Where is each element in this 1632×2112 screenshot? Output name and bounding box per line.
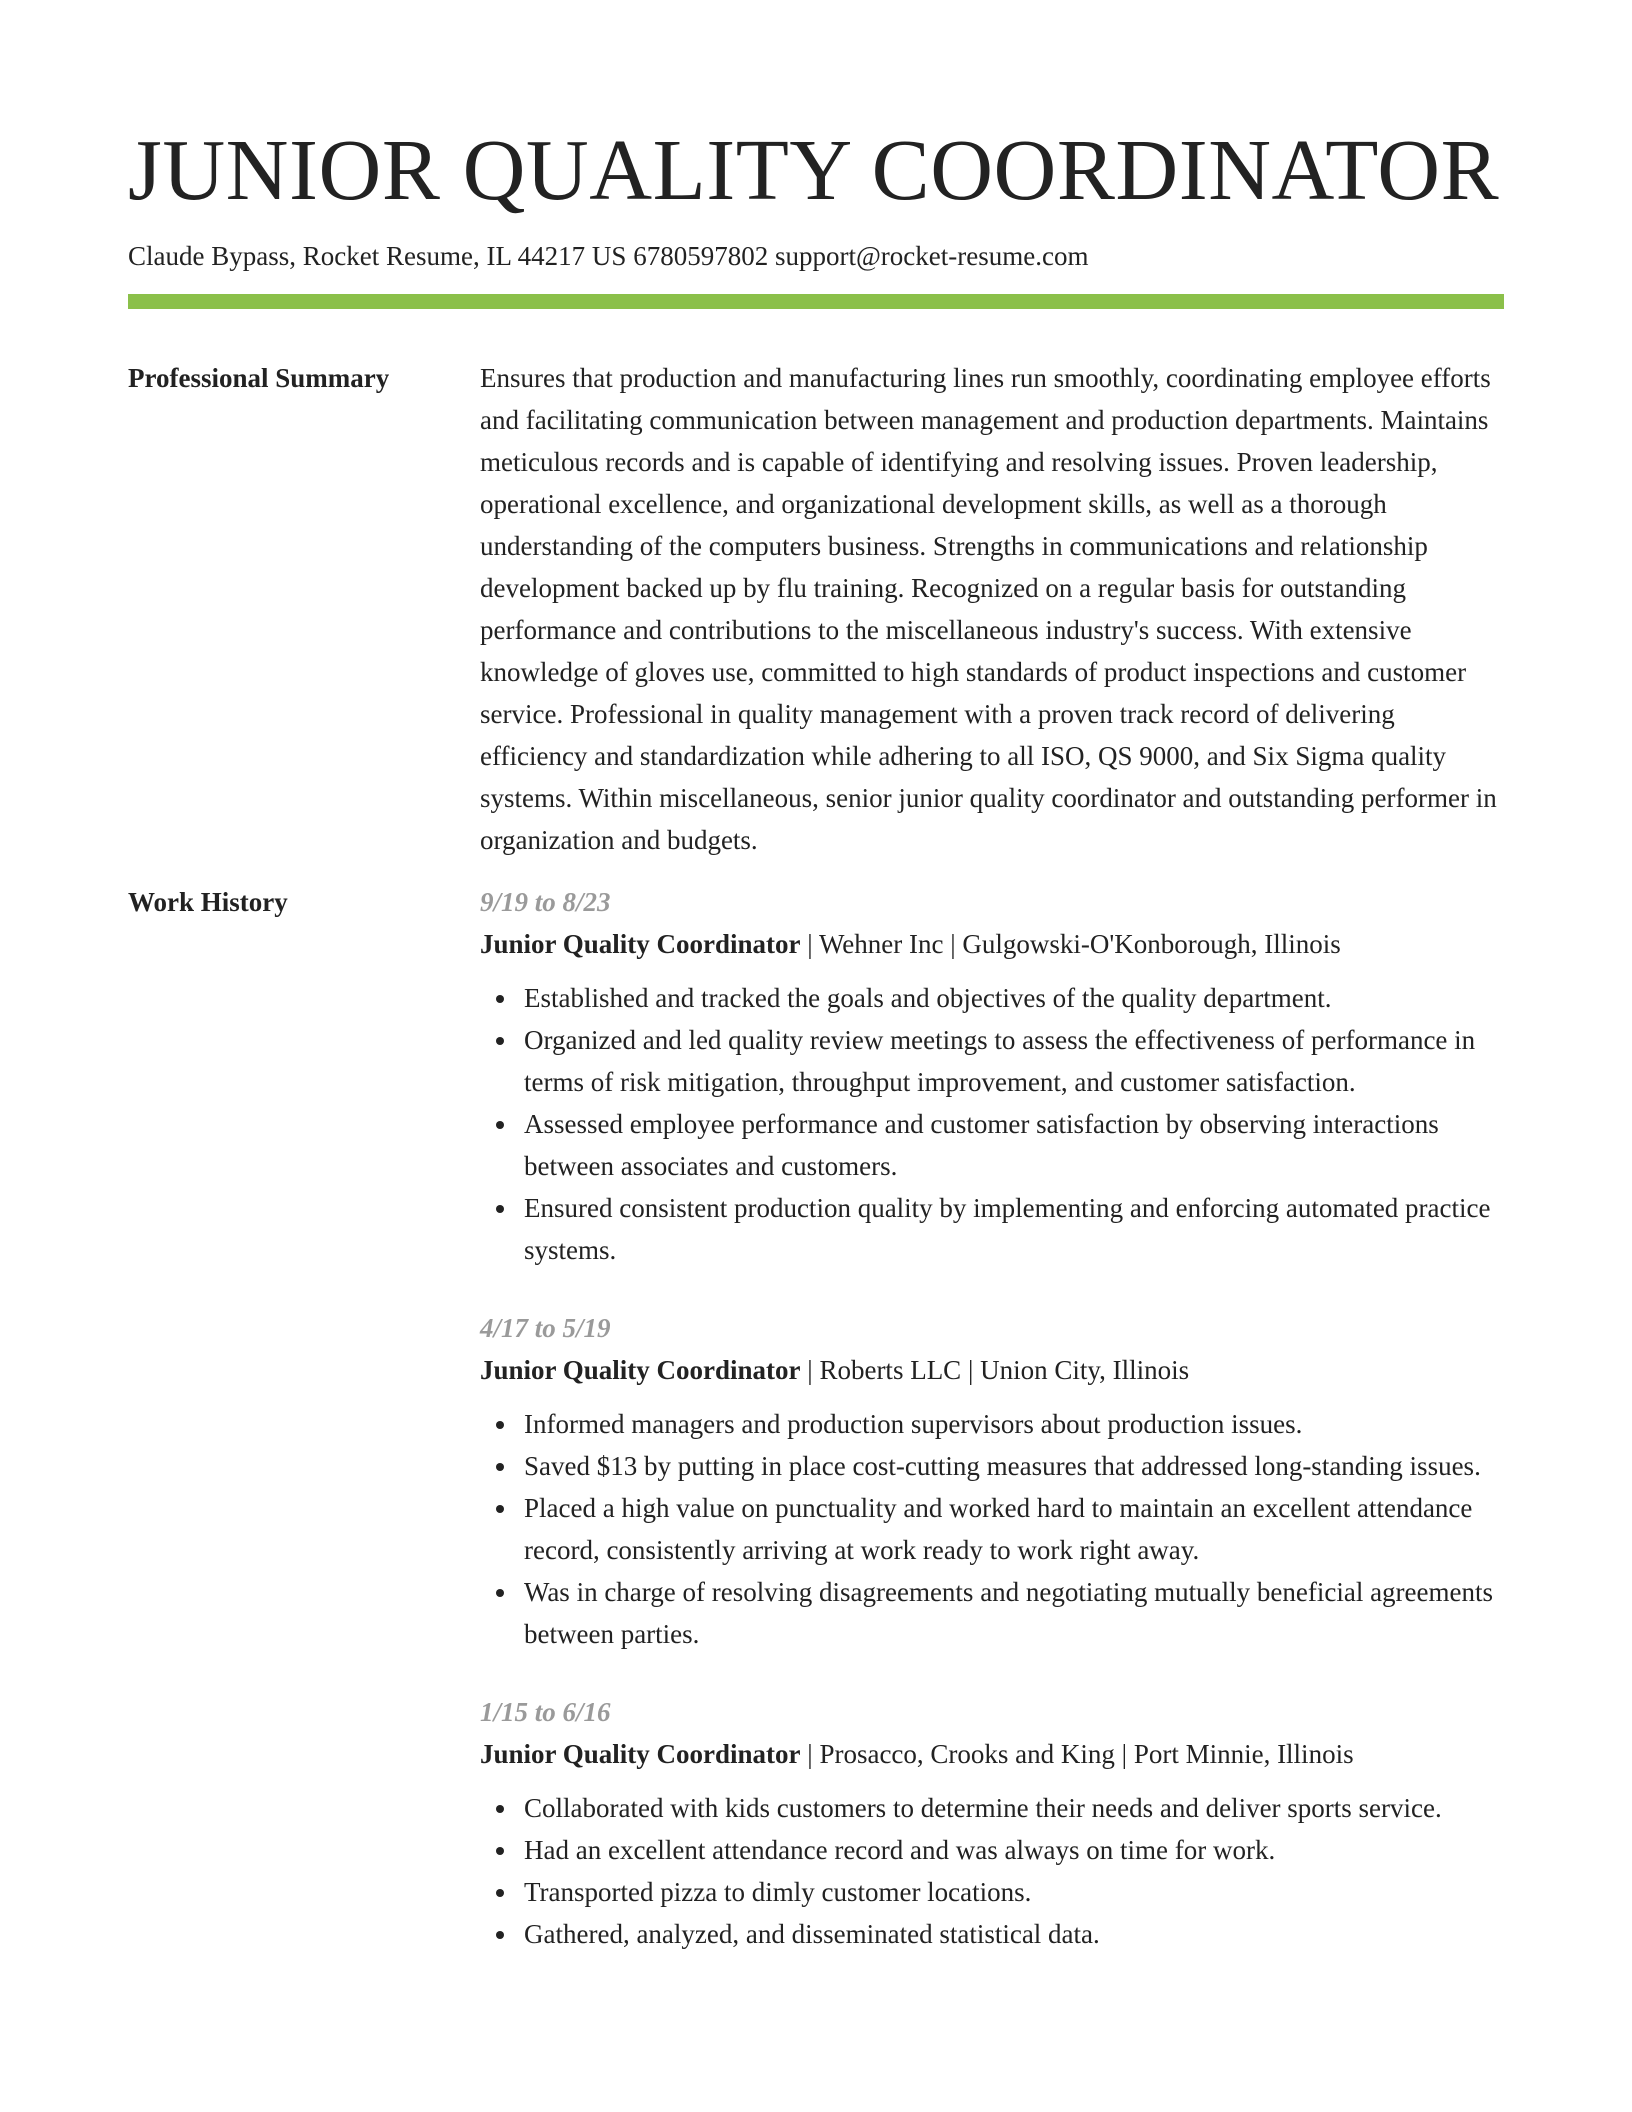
work-history-body <box>480 885 1504 1991</box>
job-entry <box>480 1691 1504 1955</box>
job-bullet: Organized and led quality review meetings to assess the effectiveness of performance in terms of risk mitigation, throughput improvement, and customer satisfaction. <box>524 1019 1504 1103</box>
job-details: | Roberts LLC | Union City, Illinois <box>800 1355 1190 1385</box>
job-title: Junior Quality Coordinator <box>480 929 801 959</box>
job-bullet: Assessed employee performance and customer satisfaction by observing interactions between associates and customers. <box>524 1103 1504 1187</box>
job-heading <box>480 1349 1504 1391</box>
job-entry <box>480 1307 1504 1655</box>
job-title: Junior Quality Coordinator <box>480 1739 801 1769</box>
job-bullets <box>480 1787 1504 1955</box>
work-history-section <box>128 885 1504 1991</box>
summary-body <box>480 361 1504 861</box>
job-title: Junior Quality Coordinator <box>480 1355 801 1385</box>
job-bullets <box>480 977 1504 1271</box>
accent-divider <box>128 294 1504 309</box>
resume-title: JUNIOR QUALITY COORDINATOR <box>128 121 1500 218</box>
job-bullet: Transported pizza to dimly customer locations. <box>524 1871 1504 1913</box>
work-history-heading: Work History <box>128 887 288 917</box>
job-bullet: Saved $13 by putting in place cost-cutting measures that addressed long-standing issues. <box>524 1445 1504 1487</box>
job-bullet: Informed managers and production supervisors about production issues. <box>524 1403 1504 1445</box>
summary-text: Ensures that production and manufacturing lines run smoothly, coordinating employee efforts and facilitating communication between management and production departments. Maintains meticulous records and is capable of identifying and resolving issues. Proven leadership, operational excellence, and organizational development skills, as well as a thorough understanding of the computers business. Strengths in communications and relationship development backed up by flu training. Recognized on a regular basis for outstanding performance and contributions to the miscellaneous industry's success. With extensive knowledge of gloves use, committed to high standards of product inspections and customer service. Professional in quality management with a proven track record of delivering efficiency and standardization while adhering to all ISO, QS 9000, and Six Sigma quality systems. Within miscellaneous, senior junior quality coordinator and outstanding performer in organization and budgets. <box>480 363 1497 855</box>
job-bullet: Ensured consistent production quality by implementing and enforcing automated practice systems. <box>524 1187 1504 1271</box>
job-bullets <box>480 1403 1504 1655</box>
resume-page <box>128 0 1504 1991</box>
job-dates: 9/19 to 8/23 <box>480 887 611 917</box>
job-entry <box>480 881 1504 1271</box>
job-bullet: Gathered, analyzed, and disseminated statistical data. <box>524 1913 1504 1955</box>
contact-line: Claude Bypass, Rocket Resume, IL 44217 US 6780597802 support@rocket-resume.com <box>128 241 1089 271</box>
job-bullet: Was in charge of resolving disagreements and negotiating mutually beneficial agreements between parties. <box>524 1571 1504 1655</box>
job-heading <box>480 1733 1504 1775</box>
job-bullet: Had an excellent attendance record and was always on time for work. <box>524 1829 1504 1871</box>
job-dates: 1/15 to 6/16 <box>480 1697 611 1727</box>
job-bullet: Collaborated with kids customers to determine their needs and deliver sports service. <box>524 1787 1504 1829</box>
summary-heading: Professional Summary <box>128 363 390 393</box>
job-details: | Prosacco, Crooks and King | Port Minnie, Illinois <box>800 1739 1354 1769</box>
summary-section <box>128 361 1504 861</box>
job-bullet: Placed a high value on punctuality and worked hard to maintain an excellent attendance record, consistently arriving at work ready to work right away. <box>524 1487 1504 1571</box>
job-heading <box>480 923 1504 965</box>
job-bullet: Established and tracked the goals and objectives of the quality department. <box>524 977 1504 1019</box>
job-details: | Wehner Inc | Gulgowski-O'Konborough, Illinois <box>800 929 1341 959</box>
job-dates: 4/17 to 5/19 <box>480 1313 611 1343</box>
